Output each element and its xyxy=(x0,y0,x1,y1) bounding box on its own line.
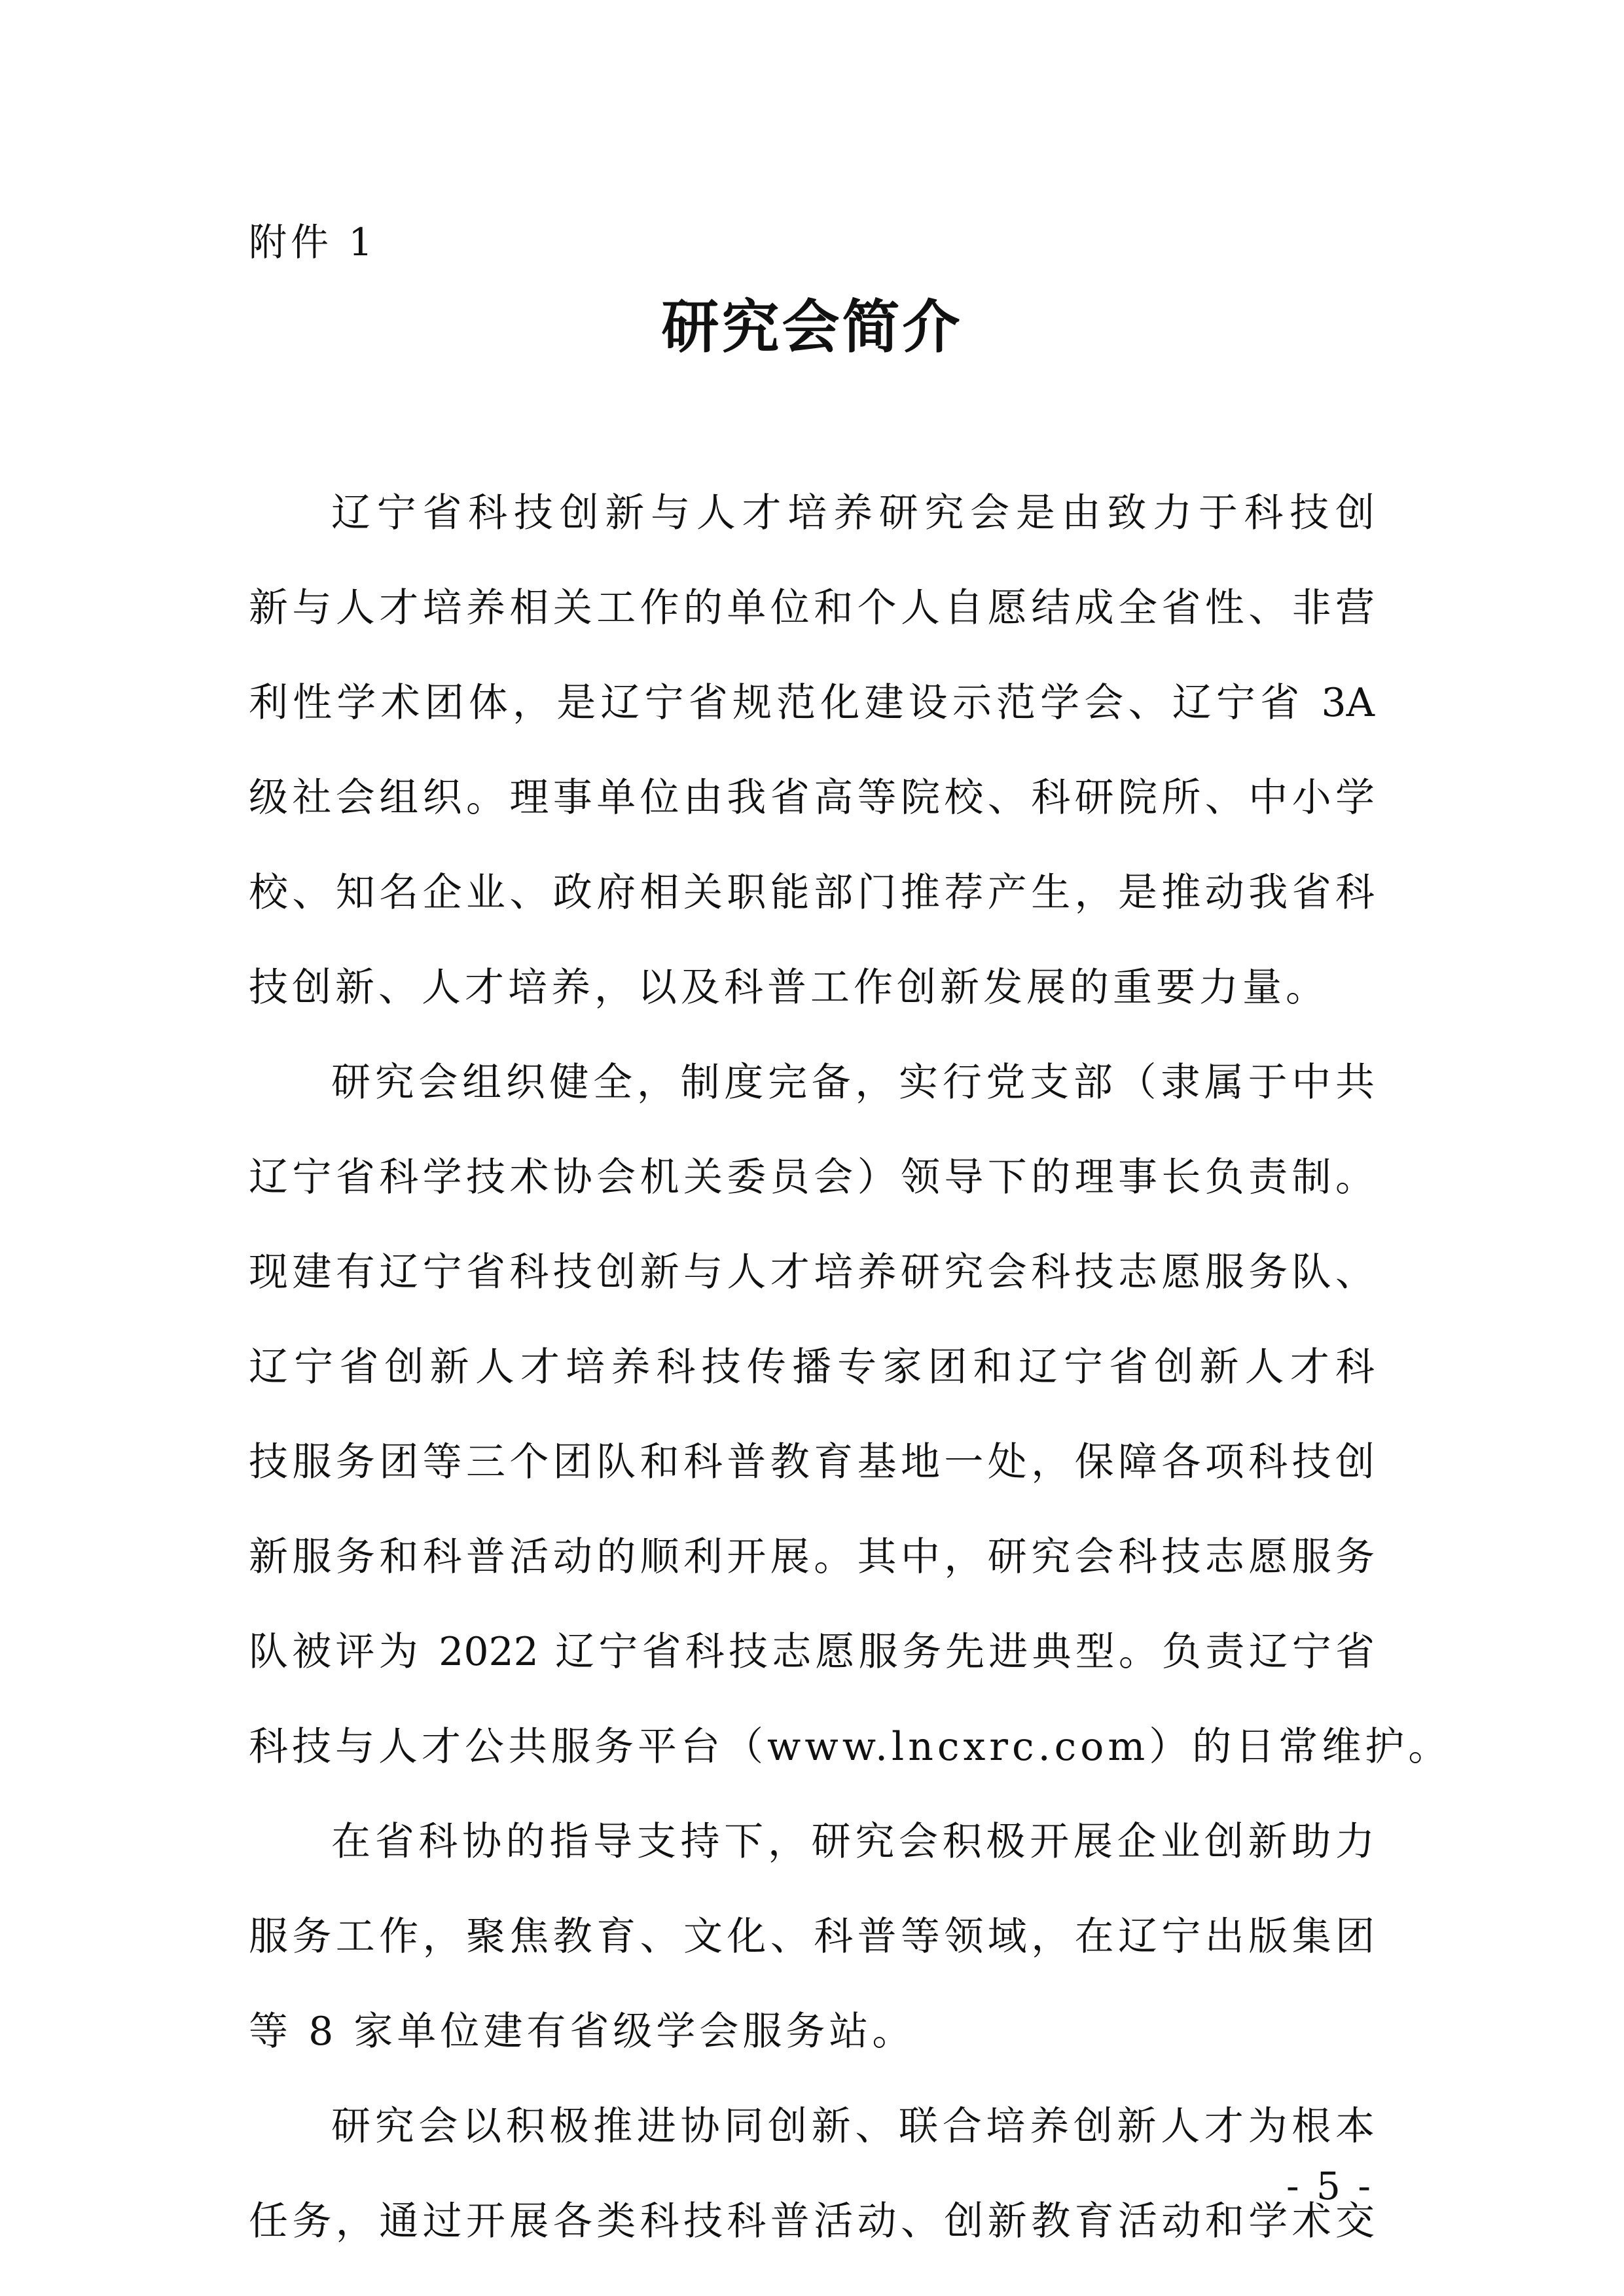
paragraph-line: 辽宁省科学技术协会机关委员会）领导下的理事长负责制。 xyxy=(249,1155,1375,1200)
paragraph-line: 辽宁省科技创新与人才培养研究会是由致力于科技创 xyxy=(331,490,1375,536)
attachment-label: 附件 1 xyxy=(249,220,377,264)
paragraph-line: 校、知名企业、政府相关职能部门推荐产生，是推动我省科 xyxy=(249,870,1375,916)
paragraph-line: 级社会组织。理事单位由我省高等院校、科研院所、中小学 xyxy=(249,775,1375,821)
paragraph-line: 科技与人才公共服务平台（www.lncxrc.com）的日常维护。 xyxy=(249,1724,1452,1770)
document-title: 研究会简介 xyxy=(661,293,963,361)
paragraph-line: 新服务和科普活动的顺利开展。其中，研究会科技志愿服务 xyxy=(249,1534,1375,1580)
paragraph-line: 服务工作，聚焦教育、文化、科普等领域，在辽宁出版集团 xyxy=(249,1914,1375,1960)
paragraph-line: 利性学术团体，是辽宁省规范化建设示范学会、辽宁省 3A xyxy=(249,680,1375,726)
paragraph-line: 队被评为 2022 辽宁省科技志愿服务先进典型。负责辽宁省 xyxy=(249,1629,1375,1675)
paragraph xyxy=(249,1795,1375,2079)
page-number: - 5 - xyxy=(1286,2164,1373,2208)
paragraph-line: 辽宁省创新人才培养科技传播专家团和辽宁省创新人才科 xyxy=(249,1344,1375,1390)
paragraph-line: 研究会组织健全，制度完备，实行党支部（隶属于中共 xyxy=(331,1060,1375,1105)
paragraph-line: 在省科协的指导支持下，研究会积极开展企业创新助力 xyxy=(331,1819,1375,1865)
paragraph-line: 等 8 家单位建有省级学会服务站。 xyxy=(249,2009,916,2054)
paragraph-line: 新与人才培养相关工作的单位和个人自愿结成全省性、非营 xyxy=(249,585,1375,631)
paragraph-line: 研究会以积极推进协同创新、联合培养创新人才为根本 xyxy=(331,2104,1375,2149)
paragraph-line: 技服务团等三个团队和科普教育基地一处，保障各项科技创 xyxy=(249,1439,1375,1485)
paragraph xyxy=(249,466,1375,1035)
paragraph-line: 现建有辽宁省科技创新与人才培养研究会科技志愿服务队、 xyxy=(249,1249,1375,1295)
paragraph xyxy=(249,1035,1452,1795)
paragraph-line: 技创新、人才培养，以及科普工作创新发展的重要力量。 xyxy=(249,965,1329,1011)
body-text xyxy=(249,466,1452,2269)
paragraph xyxy=(249,2079,1375,2269)
paragraph-line: 任务，通过开展各类科技科普活动、创新教育活动和学术交 xyxy=(249,2198,1375,2244)
